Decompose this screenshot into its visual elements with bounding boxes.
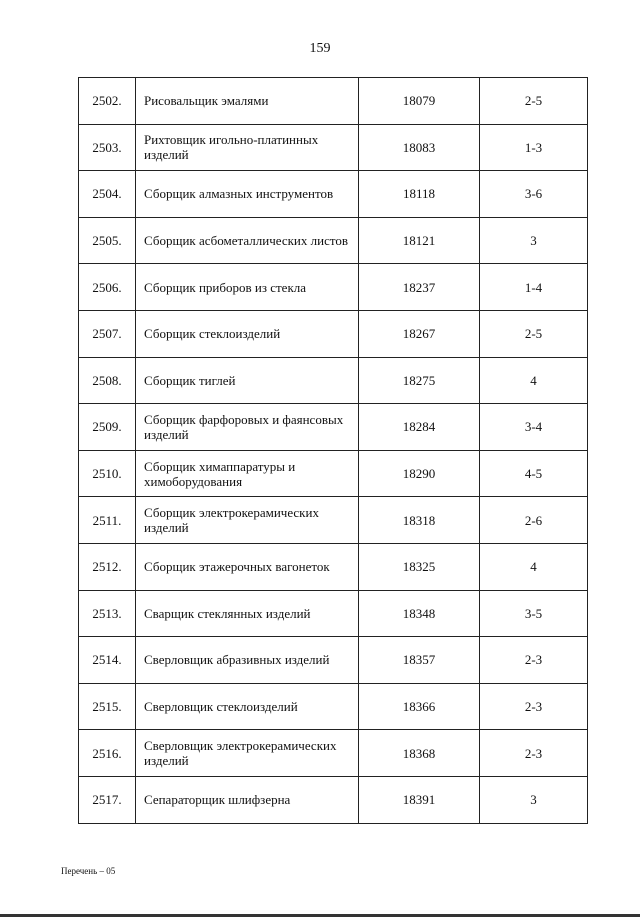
table-row [79, 590, 588, 637]
row-number: 2515. [79, 683, 136, 730]
grade-range: 2-3 [480, 730, 588, 777]
grade-range: 1-4 [480, 264, 588, 311]
row-number: 2517. [79, 776, 136, 823]
table-row [79, 124, 588, 171]
table-row [79, 776, 588, 823]
profession-code: 18366 [359, 683, 480, 730]
row-number: 2509. [79, 404, 136, 451]
grade-range: 2-6 [480, 497, 588, 544]
profession-name: Сверловщик электрокерамических изделий [136, 730, 359, 777]
profession-code: 18325 [359, 543, 480, 590]
table-row [79, 78, 588, 125]
profession-code: 18357 [359, 637, 480, 684]
row-number: 2510. [79, 450, 136, 497]
grade-range: 2-3 [480, 637, 588, 684]
profession-code: 18275 [359, 357, 480, 404]
grade-range: 2-5 [480, 310, 588, 357]
table-row [79, 404, 588, 451]
row-number: 2512. [79, 543, 136, 590]
profession-name: Сборщик стеклоизделий [136, 310, 359, 357]
table-row [79, 171, 588, 218]
grade-range: 4 [480, 543, 588, 590]
profession-code: 18079 [359, 78, 480, 125]
table-row [79, 217, 588, 264]
grade-range: 3-4 [480, 404, 588, 451]
grade-range: 4-5 [480, 450, 588, 497]
table-row [79, 683, 588, 730]
profession-code: 18318 [359, 497, 480, 544]
footer-label: Перечень – 05 [61, 866, 116, 876]
grade-range: 1-3 [480, 124, 588, 171]
grade-range: 3 [480, 776, 588, 823]
profession-name: Сверловщик стеклоизделий [136, 683, 359, 730]
grade-range: 3-5 [480, 590, 588, 637]
table-row [79, 357, 588, 404]
profession-code: 18284 [359, 404, 480, 451]
row-number: 2514. [79, 637, 136, 684]
profession-name: Сборщик алмазных инструментов [136, 171, 359, 218]
profession-code: 18267 [359, 310, 480, 357]
profession-code: 18391 [359, 776, 480, 823]
grade-range: 2-3 [480, 683, 588, 730]
table-row [79, 310, 588, 357]
table-row [79, 730, 588, 777]
table-body [79, 78, 588, 824]
row-number: 2504. [79, 171, 136, 218]
page-number: 159 [309, 41, 331, 56]
profession-name: Сборщик асбометаллических листов [136, 217, 359, 264]
table-row [79, 450, 588, 497]
profession-name: Рихтовщик игольно-платинных изделий [136, 124, 359, 171]
profession-name: Сборщик приборов из стекла [136, 264, 359, 311]
grade-range: 3-6 [480, 171, 588, 218]
profession-code: 18083 [359, 124, 480, 171]
row-number: 2511. [79, 497, 136, 544]
row-number: 2502. [79, 78, 136, 125]
grade-range: 2-5 [480, 78, 588, 125]
profession-code: 18348 [359, 590, 480, 637]
profession-name: Сепараторщик шлифзерна [136, 776, 359, 823]
profession-code: 18118 [359, 171, 480, 218]
row-number: 2508. [79, 357, 136, 404]
profession-name: Сборщик химаппаратуры и химоборудования [136, 450, 359, 497]
profession-name: Сборщик тиглей [136, 357, 359, 404]
professions-table [78, 77, 588, 824]
profession-code: 18237 [359, 264, 480, 311]
table-row [79, 543, 588, 590]
profession-code: 18290 [359, 450, 480, 497]
row-number: 2503. [79, 124, 136, 171]
profession-name: Сборщик электрокерамических изделий [136, 497, 359, 544]
grade-range: 4 [480, 357, 588, 404]
row-number: 2516. [79, 730, 136, 777]
row-number: 2506. [79, 264, 136, 311]
table-row [79, 497, 588, 544]
profession-name: Рисовальщик эмалями [136, 78, 359, 125]
grade-range: 3 [480, 217, 588, 264]
profession-name: Сверловщик абразивных изделий [136, 637, 359, 684]
table-row [79, 637, 588, 684]
profession-name: Сварщик стеклянных изделий [136, 590, 359, 637]
table-row [79, 264, 588, 311]
row-number: 2507. [79, 310, 136, 357]
profession-code: 18368 [359, 730, 480, 777]
profession-name: Сборщик этажерочных вагонеток [136, 543, 359, 590]
row-number: 2513. [79, 590, 136, 637]
row-number: 2505. [79, 217, 136, 264]
profession-code: 18121 [359, 217, 480, 264]
profession-name: Сборщик фарфоровых и фаянсовых изделий [136, 404, 359, 451]
